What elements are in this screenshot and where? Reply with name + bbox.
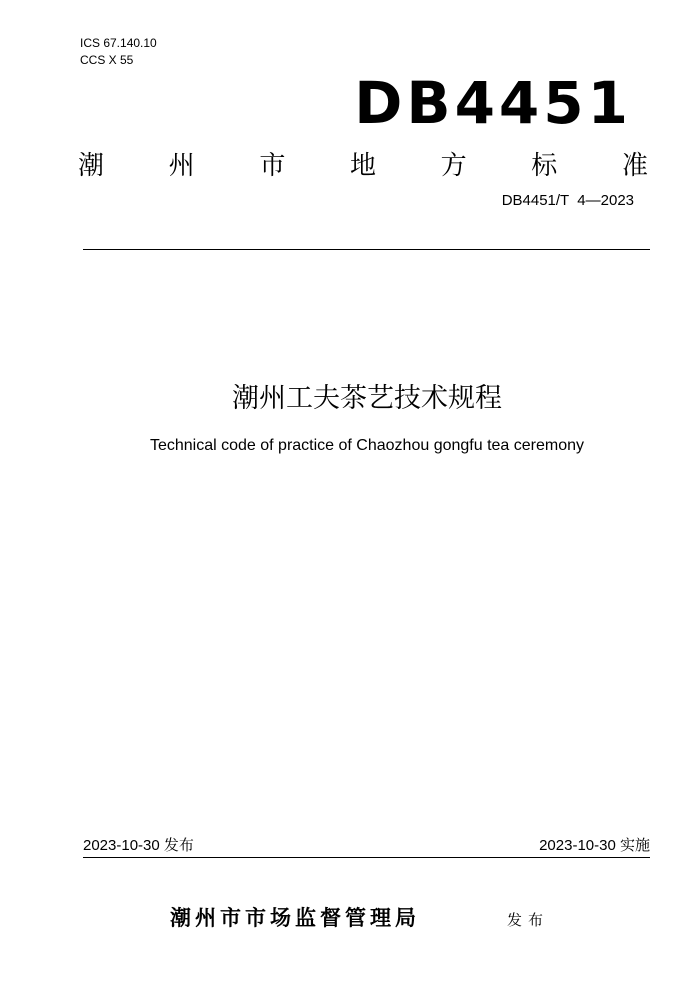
issuing-authority: 潮州市市场监督管理局 [170,906,420,930]
ics-code: ICS 67.140.10 [80,36,157,50]
local-standard-char: 方 [440,151,467,181]
local-standard-char: 潮 [78,151,105,181]
implement-date: 2023-10-30 实施 [539,837,650,854]
title-english: Technical code of practice of Chaozhou gongfu tea ceremony [149,437,585,454]
classification-block [80,35,157,69]
top-divider [83,249,650,250]
standard-code: DB4451 [354,69,632,137]
local-standard-char: 州 [168,151,195,181]
title-chinese: 潮州工夫茶艺技术规程 [232,383,502,414]
bottom-divider [83,857,650,858]
standard-number: DB4451/T 4—2023 [501,192,634,209]
local-standard-char: 标 [531,151,558,181]
ccs-code: CCS X 55 [80,53,134,67]
local-standard-char: 准 [621,151,648,181]
local-standard-char: 地 [349,151,376,181]
local-standard-label [78,150,648,182]
local-standard-char: 市 [259,151,286,181]
publish-date: 2023-10-30 发布 [83,837,194,854]
issue-label: 发布 [507,911,550,929]
